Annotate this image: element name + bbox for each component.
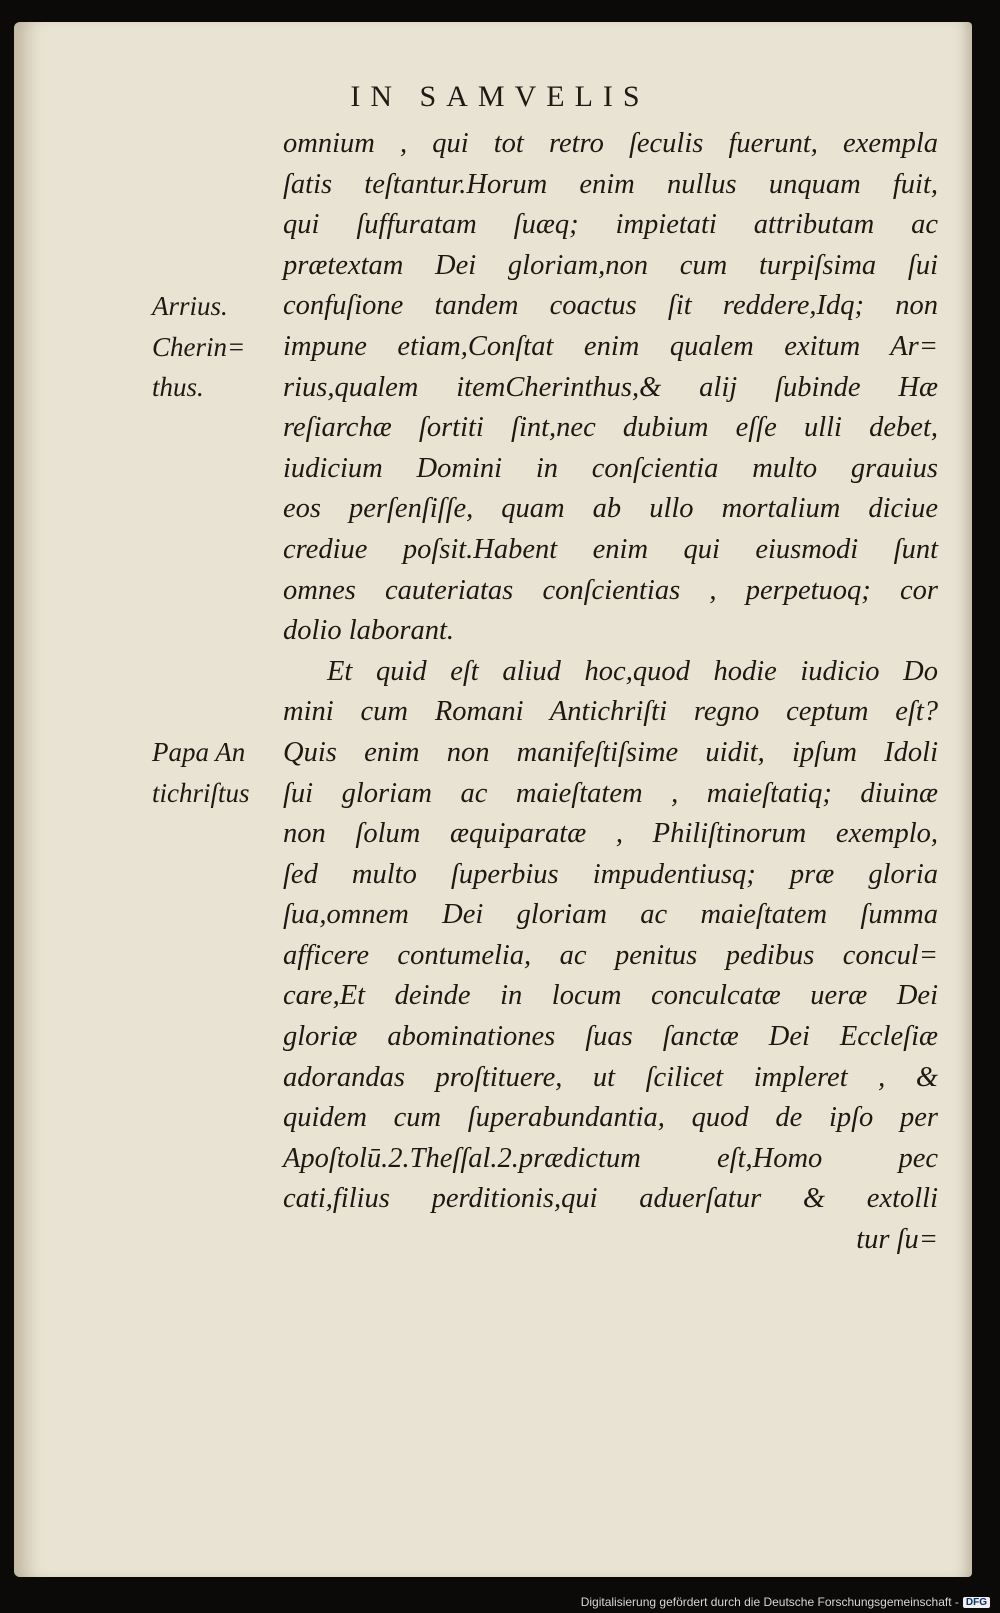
- text-line: adorandas proſtituere, ut ſcilicet impleret , &: [283, 1061, 938, 1093]
- text-line: ſed multo ſuperbius impudentiusq; præ gloria: [283, 858, 938, 890]
- text-line: eos perſenſiſſe, quam ab ullo mortalium diciue: [283, 493, 938, 525]
- credit-text: Digitalisierung gefördert durch die Deutsche Forschungsgemeinschaft -: [580, 1595, 959, 1609]
- text-line: afficere contumelia, ac penitus pedibus concul=: [283, 939, 938, 971]
- text-line: qui ſuffuratam ſuæq; impietati attributam ac: [283, 209, 938, 241]
- marginal-line: Cherin=: [152, 331, 246, 362]
- text-line: Quis enim non manifeſtiſsime uidit, ipſum Idoli: [283, 736, 938, 768]
- text-line: mini cum Romani Antichriſti regno ceptum eſt?: [283, 696, 938, 728]
- text-line: omnium , qui tot retro ſeculis fuerunt, exempla: [283, 128, 938, 159]
- body-text: [283, 124, 938, 1261]
- text-line: prætextam Dei gloriam,non cum turpiſsima ſui: [283, 249, 938, 281]
- text-line: reſiarchæ ſortiti ſint,nec dubium eſſe ulli debet,: [283, 412, 938, 444]
- text-line: dolio laborant.: [283, 615, 455, 647]
- text-line: crediue poſsit.Habent enim qui eiusmodi ſunt: [283, 533, 938, 565]
- text-line: iudicium Domini in conſcientia multo grauius: [283, 452, 938, 484]
- dfg-logo: DFG: [963, 1597, 990, 1608]
- text-line: impune etiam,Conſtat enim qualem exitum Ar=: [283, 330, 938, 362]
- digitization-credit: [581, 1595, 990, 1609]
- text-line: Apoſtolū.2.Theſſal.2.prædictum eſt,Homo pec: [283, 1142, 938, 1174]
- marginal-note-arrius: [152, 286, 282, 408]
- text-line: ſui gloriam ac maieſtatem , maieſtatiq; diuinæ: [283, 777, 938, 809]
- text-line: confuſione tandem coactus ſit reddere,Idq; non: [283, 290, 938, 322]
- text-line: gloriæ abominationes ſuas ſanctæ Dei Eccleſiæ: [283, 1021, 938, 1053]
- marginal-line: Arrius.: [152, 291, 228, 321]
- text-line: quidem cum ſuperabundantia, quod de ipſo per: [283, 1102, 938, 1134]
- catchword: tur ſu=: [856, 1224, 938, 1256]
- marginal-note-papa: [152, 732, 282, 813]
- marginal-line: tichriſtus: [152, 777, 250, 808]
- marginal-line: Papa An: [152, 737, 246, 767]
- text-line: ſua,omnem Dei gloriam ac maieſtatem ſumma: [283, 899, 938, 931]
- marginal-line: thus.: [152, 372, 204, 403]
- text-line: ſatis teſtantur.Horum enim nullus unquam fuit,: [283, 168, 938, 200]
- text-line: non ſolum æquiparatæ , Philiſtinorum exemplo,: [283, 818, 938, 850]
- running-head: IN SAMVELIS: [350, 80, 650, 113]
- text-line: care,Et deinde in locum conculcatæ ueræ Dei: [283, 980, 938, 1012]
- text-line: Et quid eſt aliud hoc,quod hodie iudicio Do: [327, 655, 938, 687]
- text-line: cati,filius perditionis,qui aduerſatur & extolli: [283, 1183, 938, 1215]
- text-line: rius,qualem itemCherinthus,& alij ſubinde Hæ: [283, 371, 938, 403]
- text-line: omnes cauteriatas conſcientias , perpetuoq; cor: [283, 574, 938, 606]
